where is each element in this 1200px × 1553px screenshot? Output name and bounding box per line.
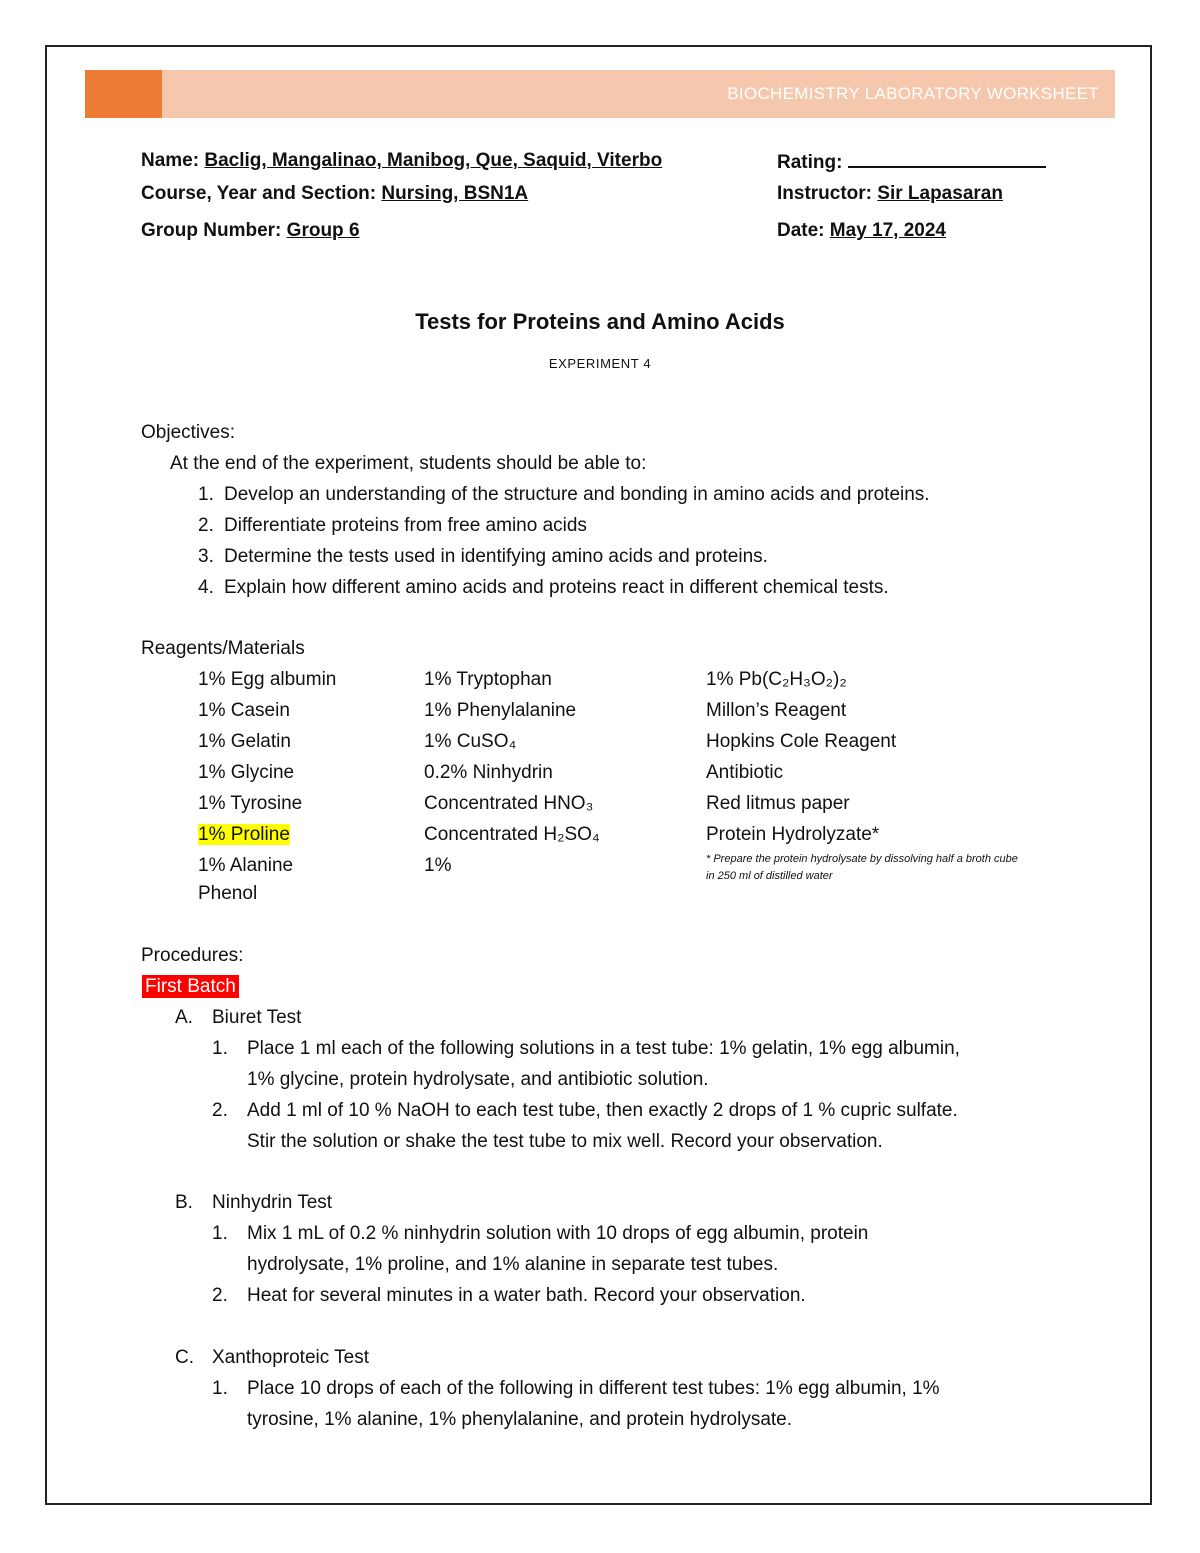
name-value: Baclig, Mangalinao, Manibog, Que, Saquid, Viterbo	[204, 150, 663, 171]
rating-blank	[848, 150, 1046, 168]
procedure-step-cont: hydrolysate, 1% proline, and 1% alanine in separate test tubes.	[247, 1254, 779, 1275]
reagent-item: 1% Phenylalanine	[424, 700, 577, 721]
header-banner	[85, 70, 1115, 118]
date-label: Date:	[777, 220, 825, 241]
test-heading-xanthoproteic: C. Xanthoproteic Test	[175, 1347, 370, 1368]
reagent-item-highlighted: 1% Proline	[198, 824, 290, 845]
group-value: Group 6	[286, 220, 360, 241]
date-value: May 17, 2024	[829, 220, 946, 241]
procedure-step: 1. Mix 1 mL of 0.2 % ninhydrin solution with 10 drops of egg albumin, protein	[212, 1223, 869, 1244]
reagent-item: 1% Tyrosine	[198, 793, 303, 814]
name-field	[141, 150, 662, 172]
reagent-item: 1% Alanine	[198, 855, 294, 876]
objective-item: 4. Explain how different amino acids and proteins react in different chemical tests.	[198, 577, 889, 598]
reagent-item: 1% Tryptophan	[424, 669, 552, 690]
objective-item: 2. Differentiate proteins from free amino acids	[198, 515, 587, 536]
procedure-step-cont: Stir the solution or shake the test tube to mix well. Record your observation.	[247, 1131, 883, 1152]
hydrolysate-note: * Prepare the protein hydrolysate by dissolving half a broth cube in 250 ml of distilled water	[706, 853, 1018, 882]
procedures-heading: Procedures:	[141, 945, 244, 966]
procedure-step: 2. Add 1 ml of 10 % NaOH to each test tube, then exactly 2 drops of 1 % cupric sulfate.	[212, 1100, 958, 1121]
course-field	[141, 183, 528, 205]
reagent-item: 1% Egg albumin	[198, 669, 337, 690]
objective-item: 1. Develop an understanding of the structure and bonding in amino acids and proteins.	[198, 484, 930, 505]
rating-label: Rating:	[777, 152, 843, 173]
group-label: Group Number:	[141, 220, 282, 241]
reagent-item: Protein Hydrolyzate*	[706, 824, 880, 845]
procedure-step: 1. Place 10 drops of each of the following in different test tubes: 1% egg albumin, 1%	[212, 1378, 940, 1399]
procedure-step: 2. Heat for several minutes in a water bath. Record your observation.	[212, 1285, 806, 1306]
document-title: Tests for Proteins and Amino Acids	[415, 309, 785, 334]
name-label: Name:	[141, 150, 200, 171]
instructor-field	[777, 183, 1003, 205]
batch-label: First Batch	[142, 976, 239, 998]
banner-title: BIOCHEMISTRY LABORATORY WORKSHEET	[727, 84, 1099, 103]
reagent-item: 1%	[424, 855, 452, 876]
test-heading-ninhydrin: B. Ninhydrin Test	[175, 1192, 333, 1213]
course-label: Course, Year and Section:	[141, 183, 377, 204]
date-field	[777, 220, 946, 242]
reagent-item: Concentrated HNO₃	[424, 793, 594, 814]
objective-item: 3. Determine the tests used in identifying amino acids and proteins.	[198, 546, 768, 567]
test-heading-biuret: A. Biuret Test	[175, 1007, 302, 1028]
banner-accent-block	[85, 70, 162, 118]
reagent-item-wrap: Phenol	[198, 883, 258, 904]
reagent-item: 1% CuSO₄	[424, 731, 517, 752]
procedure-step: 1. Place 1 ml each of the following solutions in a test tube: 1% gelatin, 1% egg albumin,	[212, 1038, 960, 1059]
group-field	[141, 220, 360, 242]
reagent-item: 1% Glycine	[198, 762, 295, 783]
course-value: Nursing, BSN1A	[381, 183, 529, 204]
objectives-heading: Objectives:	[141, 422, 235, 443]
reagent-item: 1% Gelatin	[198, 731, 291, 752]
reagent-item: 1% Casein	[198, 700, 290, 721]
procedure-step-cont: 1% glycine, protein hydrolysate, and antibiotic solution.	[247, 1069, 709, 1090]
reagent-item: Red litmus paper	[706, 793, 850, 814]
reagent-item: Concentrated H₂SO₄	[424, 824, 600, 845]
reagents-heading: Reagents/Materials	[141, 638, 305, 659]
rating-field	[777, 150, 1046, 174]
reagent-item: Millon’s Reagent	[706, 700, 847, 721]
reagent-item: 0.2% Ninhydrin	[424, 762, 553, 783]
instructor-label: Instructor:	[777, 183, 872, 204]
experiment-number: EXPERIMENT 4	[548, 356, 652, 371]
procedure-step-cont: tyrosine, 1% alanine, 1% phenylalanine, and protein hydrolysate.	[247, 1409, 793, 1430]
instructor-value: Sir Lapasaran	[877, 183, 1003, 204]
reagent-item: Hopkins Cole Reagent	[706, 731, 897, 752]
reagent-item: Antibiotic	[706, 762, 784, 783]
objectives-intro: At the end of the experiment, students should be able to:	[170, 453, 647, 474]
reagent-item: 1% Pb(C₂H₃O₂)₂	[706, 669, 847, 690]
